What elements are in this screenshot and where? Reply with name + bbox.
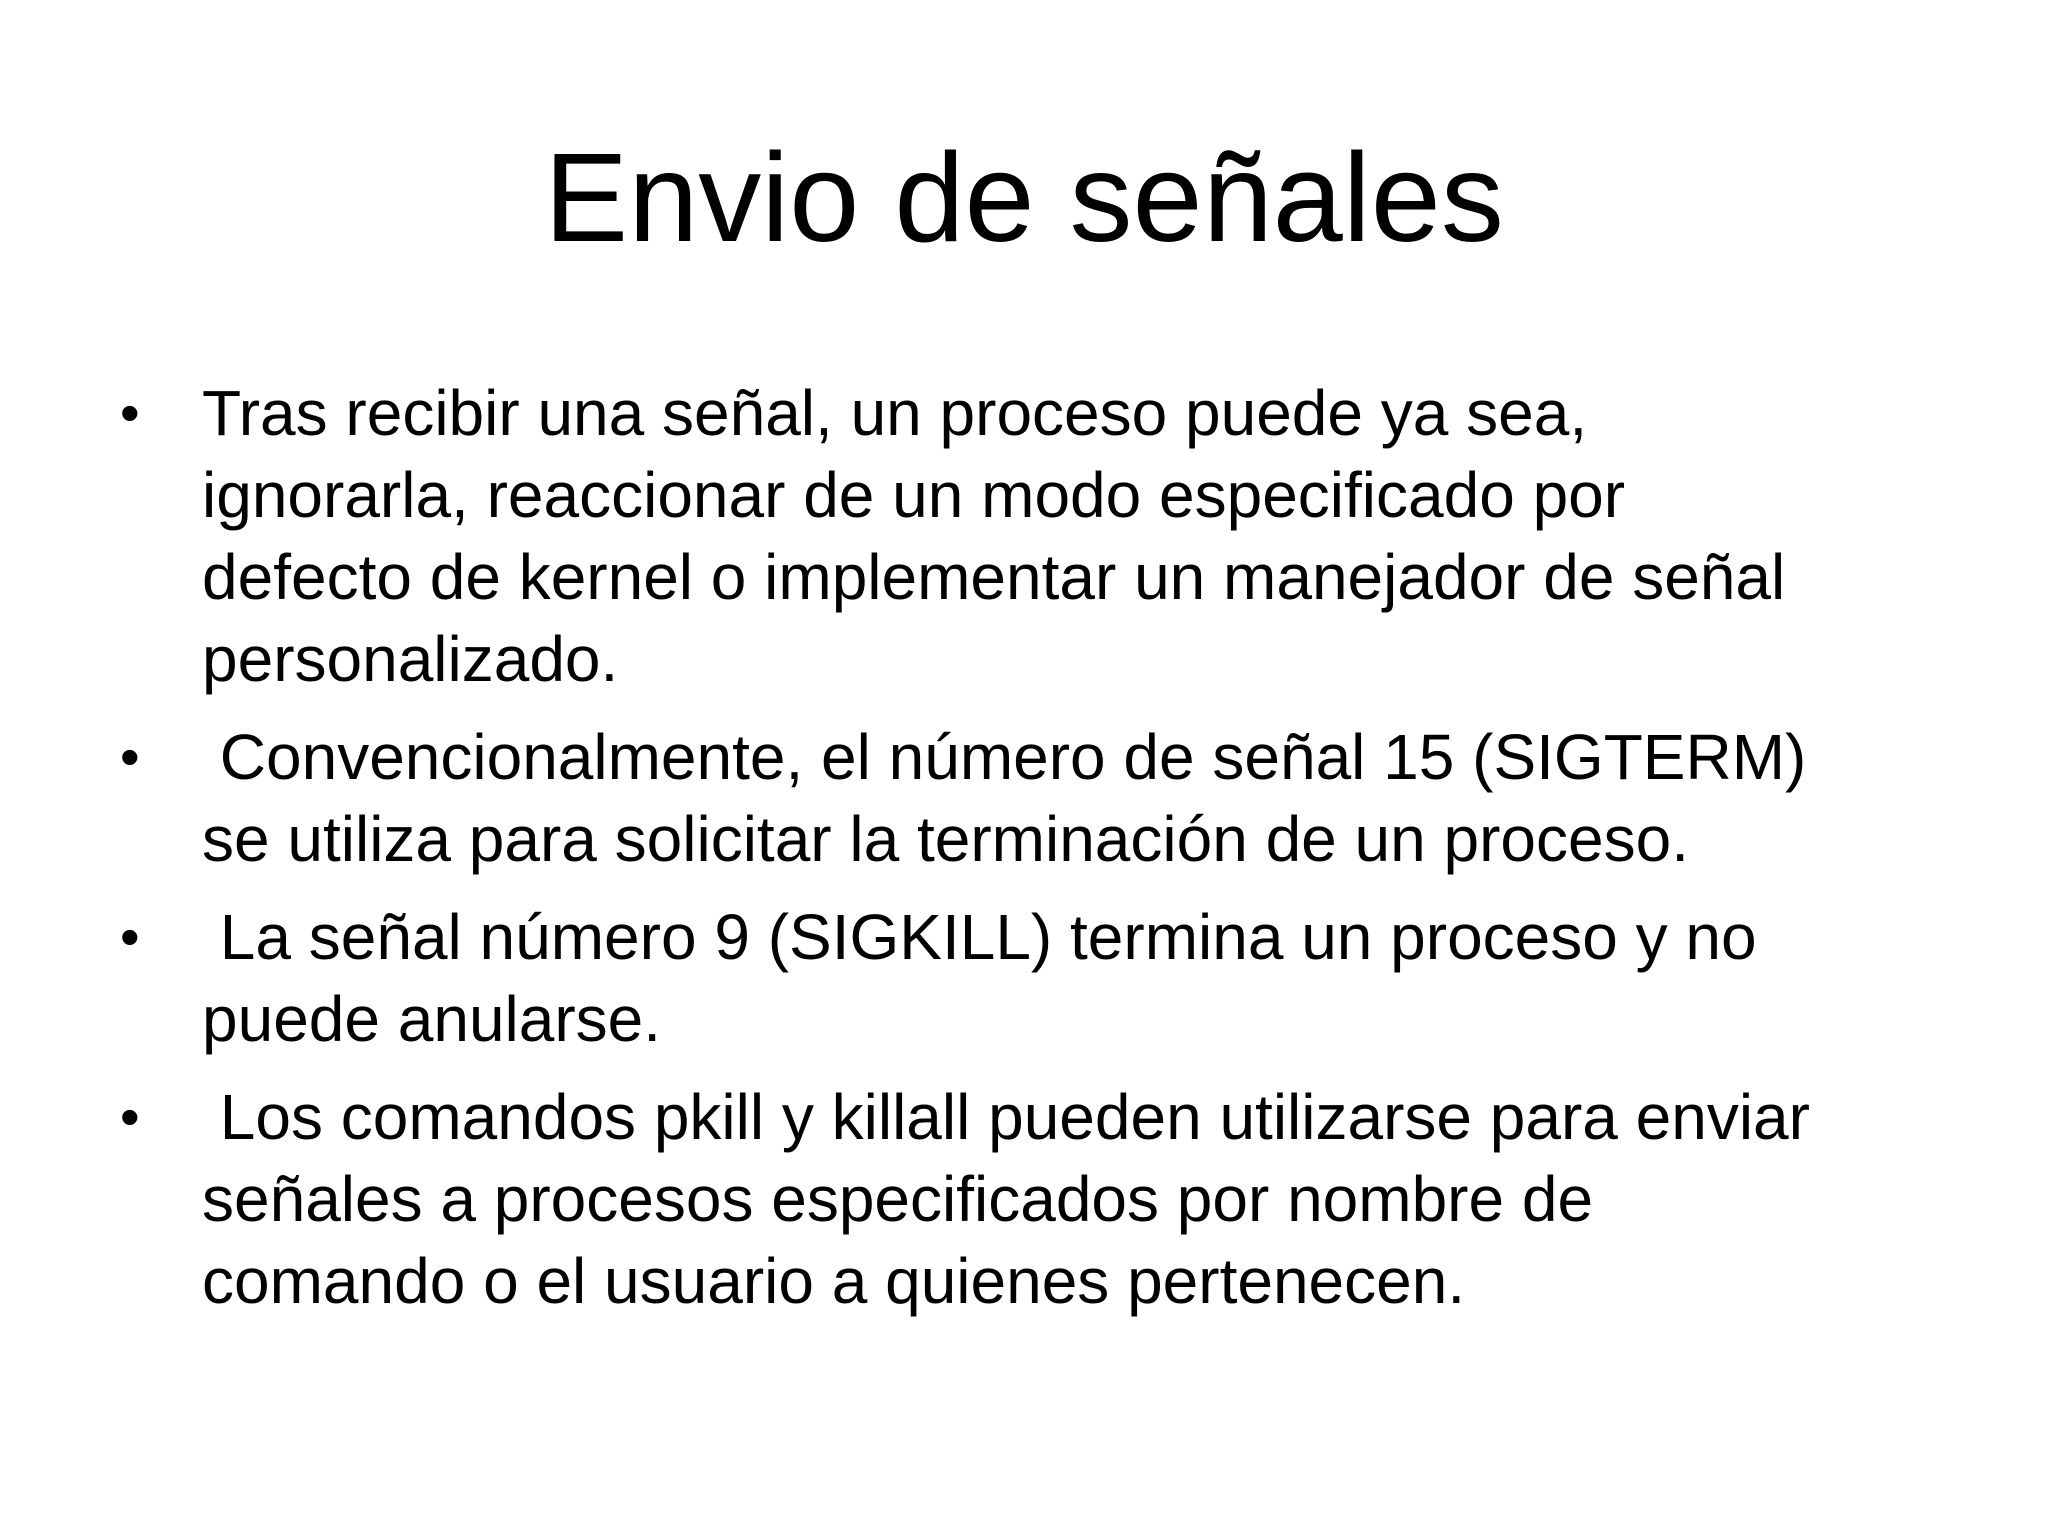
bullet-line: se utiliza para solicitar la terminación de un proceso. bbox=[202, 803, 1689, 875]
bullet-icon: • bbox=[120, 725, 140, 788]
bullet-item bbox=[120, 1076, 2000, 1322]
slide-title: Envio de señales bbox=[544, 127, 1504, 268]
bullet-item bbox=[120, 716, 2000, 880]
bullet-item bbox=[120, 372, 2000, 700]
bullet-line: comando o el usuario a quienes pertenecen. bbox=[202, 1245, 1466, 1317]
bullet-line: Los comandos pkill y killall pueden utilizarse para enviar bbox=[202, 1081, 1810, 1153]
bullet-icon: • bbox=[120, 381, 140, 444]
bullet-line: ignorarla, reaccionar de un modo especificado por bbox=[202, 459, 1626, 531]
bullet-line: Tras recibir una señal, un proceso puede ya sea, bbox=[202, 377, 1588, 449]
bullet-icon: • bbox=[120, 905, 140, 968]
bullet-line: señales a procesos especificados por nombre de bbox=[202, 1163, 1594, 1235]
bullet-list bbox=[120, 372, 2000, 1338]
bullet-line: defecto de kernel o implementar un manejador de señal bbox=[202, 541, 1786, 613]
bullet-line: Convencionalmente, el número de señal 15 (SIGTERM) bbox=[202, 721, 1807, 793]
bullet-item bbox=[120, 896, 2000, 1060]
bullet-line: puede anularse. bbox=[202, 983, 662, 1055]
bullet-line: La señal número 9 (SIGKILL) termina un proceso y no bbox=[202, 901, 1757, 973]
bullet-line: personalizado. bbox=[202, 623, 619, 695]
bullet-icon: • bbox=[120, 1085, 140, 1148]
